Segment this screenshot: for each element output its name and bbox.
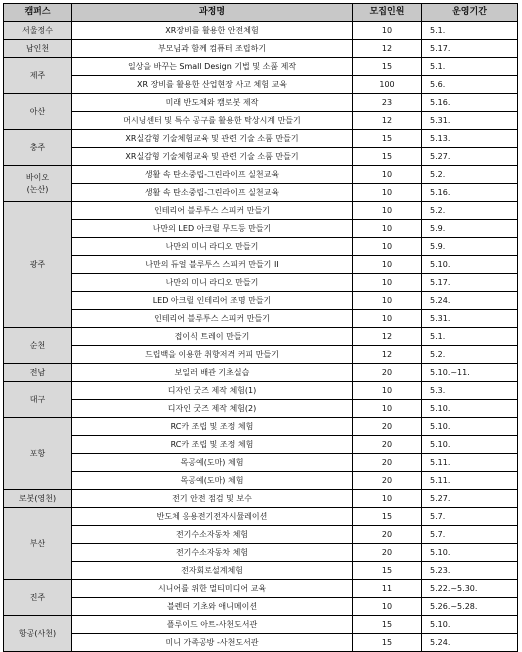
capacity-cell: 10 [353, 310, 422, 328]
table-row [4, 184, 518, 202]
period-cell: 5.1. [422, 58, 518, 76]
campus-cell [4, 22, 72, 40]
campus-label-line: 충주 [29, 142, 46, 152]
course-cell: 일상을 바꾸는 Small Design 기법 및 소품 제작 [72, 58, 353, 76]
course-cell: 플루이드 아트-사천도서관 [72, 616, 353, 634]
period-cell: 5.2. [422, 166, 518, 184]
capacity-cell: 10 [353, 400, 422, 418]
period-cell: 5.17. [422, 274, 518, 292]
campus-label-line: 아산 [29, 106, 46, 116]
capacity-cell: 15 [353, 634, 422, 652]
campus-label-line: 제주 [29, 70, 46, 80]
period-cell: 5.7. [422, 508, 518, 526]
period-cell: 5.3. [422, 382, 518, 400]
period-cell: 5.1. [422, 22, 518, 40]
table-row [4, 292, 518, 310]
course-cell: 인테리어 블루투스 스피커 만들기 [72, 310, 353, 328]
table-body [4, 22, 518, 652]
course-cell: 목공예(도마) 체험 [72, 454, 353, 472]
campus-label-line: 바이오 [25, 172, 50, 182]
table-row [4, 544, 518, 562]
capacity-cell: 10 [353, 202, 422, 220]
course-cell: 반도체 응용전기전자시뮬레이션 [72, 508, 353, 526]
campus-label-line: 로봇(영천) [18, 493, 57, 503]
campus-cell [4, 40, 72, 58]
period-cell: 5.31. [422, 310, 518, 328]
course-cell: 나만의 LED 아크릴 무드등 만들기 [72, 220, 353, 238]
table-row [4, 202, 518, 220]
capacity-cell: 20 [353, 364, 422, 382]
capacity-cell: 15 [353, 148, 422, 166]
capacity-cell: 10 [353, 184, 422, 202]
course-cell: 전기수소자동차 체험 [72, 544, 353, 562]
capacity-cell: 10 [353, 598, 422, 616]
period-cell: 5.10. [422, 436, 518, 454]
period-cell: 5.9. [422, 238, 518, 256]
course-cell: 나만의 미니 라디오 만들기 [72, 274, 353, 292]
course-cell: 시니어를 위한 멀티미디어 교육 [72, 580, 353, 598]
course-cell: XR실감형 기술체험교육 및 관련 기술 소품 만들기 [72, 130, 353, 148]
course-cell: 나만의 미니 라디오 만들기 [72, 238, 353, 256]
course-cell: 전기수소자동차 체험 [72, 526, 353, 544]
period-cell: 5.11. [422, 472, 518, 490]
table-row [4, 130, 518, 148]
course-cell: 목공예(도마) 체험 [72, 472, 353, 490]
campus-cell [4, 202, 72, 328]
period-cell: 5.17. [422, 40, 518, 58]
campus-label-line: 부산 [29, 538, 46, 548]
capacity-cell: 20 [353, 418, 422, 436]
program-schedule-table [3, 3, 518, 652]
capacity-cell: 10 [353, 256, 422, 274]
capacity-cell: 15 [353, 58, 422, 76]
period-cell: 5.10. [422, 418, 518, 436]
campus-cell [4, 418, 72, 490]
period-cell: 5.1. [422, 328, 518, 346]
campus-label-line: 대구 [29, 394, 46, 404]
period-cell: 5.10. [422, 544, 518, 562]
campus-label-line: 남인천 [25, 43, 50, 53]
header-course: 과정명 [72, 4, 353, 22]
table-row [4, 436, 518, 454]
period-cell: 5.6. [422, 76, 518, 94]
table-header [4, 4, 518, 22]
header-campus: 캠퍼스 [4, 4, 72, 22]
period-cell: 5.2. [422, 346, 518, 364]
capacity-cell: 20 [353, 454, 422, 472]
course-cell: 미래 반도체와 캠로봇 제작 [72, 94, 353, 112]
period-cell: 5.22.~5.30. [422, 580, 518, 598]
table-row [4, 616, 518, 634]
table-row [4, 238, 518, 256]
table-row [4, 148, 518, 166]
capacity-cell: 15 [353, 130, 422, 148]
course-cell: 디자인 굿즈 제작 체험(1) [72, 382, 353, 400]
campus-label-line: 순천 [29, 340, 46, 350]
capacity-cell: 10 [353, 238, 422, 256]
header-row [4, 4, 518, 22]
course-cell: LED 아크릴 인테리어 조명 만들기 [72, 292, 353, 310]
campus-label-line: 진주 [29, 592, 46, 602]
course-cell: 드립백을 이용한 취향저격 커피 만들기 [72, 346, 353, 364]
campus-cell [4, 616, 72, 652]
table-row [4, 382, 518, 400]
header-capacity: 모집인원 [353, 4, 422, 22]
table-row [4, 22, 518, 40]
campus-label-line: 전남 [29, 367, 46, 377]
period-cell: 5.16. [422, 94, 518, 112]
period-cell: 5.10. [422, 400, 518, 418]
course-cell: 블렌더 기초와 애니메이션 [72, 598, 353, 616]
course-cell: 전자회로설계체험 [72, 562, 353, 580]
table-row [4, 166, 518, 184]
campus-cell [4, 364, 72, 382]
period-cell: 5.26.~5.28. [422, 598, 518, 616]
course-cell: XR 장비를 활용한 산업현장 사고 체험 교육 [72, 76, 353, 94]
course-cell: 디자인 굿즈 제작 체험(2) [72, 400, 353, 418]
course-cell: RC카 조립 및 조정 체험 [72, 418, 353, 436]
table-row [4, 58, 518, 76]
period-cell: 5.10. [422, 256, 518, 274]
table-row [4, 580, 518, 598]
capacity-cell: 15 [353, 616, 422, 634]
course-cell: XR실감형 기술체험교육 및 관련 기술 소품 만들기 [72, 148, 353, 166]
table-row [4, 526, 518, 544]
capacity-cell: 15 [353, 508, 422, 526]
campus-label-line: 포항 [29, 448, 46, 458]
capacity-cell: 12 [353, 112, 422, 130]
table-row [4, 310, 518, 328]
capacity-cell: 10 [353, 490, 422, 508]
table-row [4, 256, 518, 274]
capacity-cell: 12 [353, 40, 422, 58]
table-row [4, 454, 518, 472]
capacity-cell: 20 [353, 544, 422, 562]
capacity-cell: 23 [353, 94, 422, 112]
course-cell: 전기 안전 점검 및 보수 [72, 490, 353, 508]
course-cell: 생활 속 탄소중립-그린라이프 실천교육 [72, 166, 353, 184]
period-cell: 5.11. [422, 454, 518, 472]
table-row [4, 418, 518, 436]
campus-label-line: 광주 [29, 259, 46, 269]
period-cell: 5.24. [422, 634, 518, 652]
table-row [4, 328, 518, 346]
campus-cell [4, 58, 72, 94]
campus-cell [4, 490, 72, 508]
table-row [4, 76, 518, 94]
campus-cell [4, 382, 72, 418]
period-cell: 5.31. [422, 112, 518, 130]
table-row [4, 472, 518, 490]
capacity-cell: 10 [353, 292, 422, 310]
table-row [4, 40, 518, 58]
campus-cell [4, 508, 72, 580]
course-cell: 생활 속 탄소중립-그린라이프 실천교육 [72, 184, 353, 202]
capacity-cell: 10 [353, 274, 422, 292]
course-cell: RC카 조립 및 조정 체험 [72, 436, 353, 454]
table-row [4, 346, 518, 364]
period-cell: 5.16. [422, 184, 518, 202]
campus-label-line: 서울정수 [22, 25, 53, 35]
capacity-cell: 20 [353, 526, 422, 544]
course-cell: 접이식 트레이 만들기 [72, 328, 353, 346]
campus-cell [4, 580, 72, 616]
course-cell: 보일러 배관 기초실습 [72, 364, 353, 382]
table-row [4, 490, 518, 508]
table-row [4, 94, 518, 112]
capacity-cell: 10 [353, 166, 422, 184]
period-cell: 5.10. [422, 616, 518, 634]
period-cell: 5.27. [422, 490, 518, 508]
campus-label-line: (논산) [26, 184, 49, 194]
campus-cell [4, 166, 72, 202]
table-row [4, 508, 518, 526]
capacity-cell: 12 [353, 346, 422, 364]
campus-cell [4, 94, 72, 130]
table-row [4, 220, 518, 238]
capacity-cell: 10 [353, 22, 422, 40]
capacity-cell: 20 [353, 436, 422, 454]
course-cell: 부모님과 함께 컴퓨터 조립하기 [72, 40, 353, 58]
capacity-cell: 12 [353, 328, 422, 346]
table-row [4, 274, 518, 292]
period-cell: 5.24. [422, 292, 518, 310]
period-cell: 5.13. [422, 130, 518, 148]
capacity-cell: 10 [353, 220, 422, 238]
capacity-cell: 100 [353, 76, 422, 94]
table-row [4, 400, 518, 418]
table-row [4, 598, 518, 616]
capacity-cell: 15 [353, 562, 422, 580]
course-cell: 머시닝센터 및 특수 공구를 활용한 탁상시계 만들기 [72, 112, 353, 130]
campus-cell [4, 328, 72, 364]
period-cell: 5.7. [422, 526, 518, 544]
table-row [4, 562, 518, 580]
table-row [4, 634, 518, 652]
period-cell: 5.9. [422, 220, 518, 238]
period-cell: 5.10.~11. [422, 364, 518, 382]
capacity-cell: 11 [353, 580, 422, 598]
table-row [4, 112, 518, 130]
capacity-cell: 20 [353, 472, 422, 490]
program-table-container [3, 3, 518, 652]
period-cell: 5.23. [422, 562, 518, 580]
period-cell: 5.2. [422, 202, 518, 220]
header-period: 운영기간 [422, 4, 518, 22]
table-row [4, 364, 518, 382]
course-cell: 인테리어 블루투스 스피커 만들기 [72, 202, 353, 220]
campus-cell [4, 130, 72, 166]
course-cell: 나만의 듀얼 블루투스 스피커 만들기 II [72, 256, 353, 274]
period-cell: 5.27. [422, 148, 518, 166]
course-cell: 미니 가족공방 -사천도서관 [72, 634, 353, 652]
campus-label-line: 항공(사천) [18, 628, 57, 638]
capacity-cell: 10 [353, 382, 422, 400]
course-cell: XR장비를 활용한 안전체험 [72, 22, 353, 40]
